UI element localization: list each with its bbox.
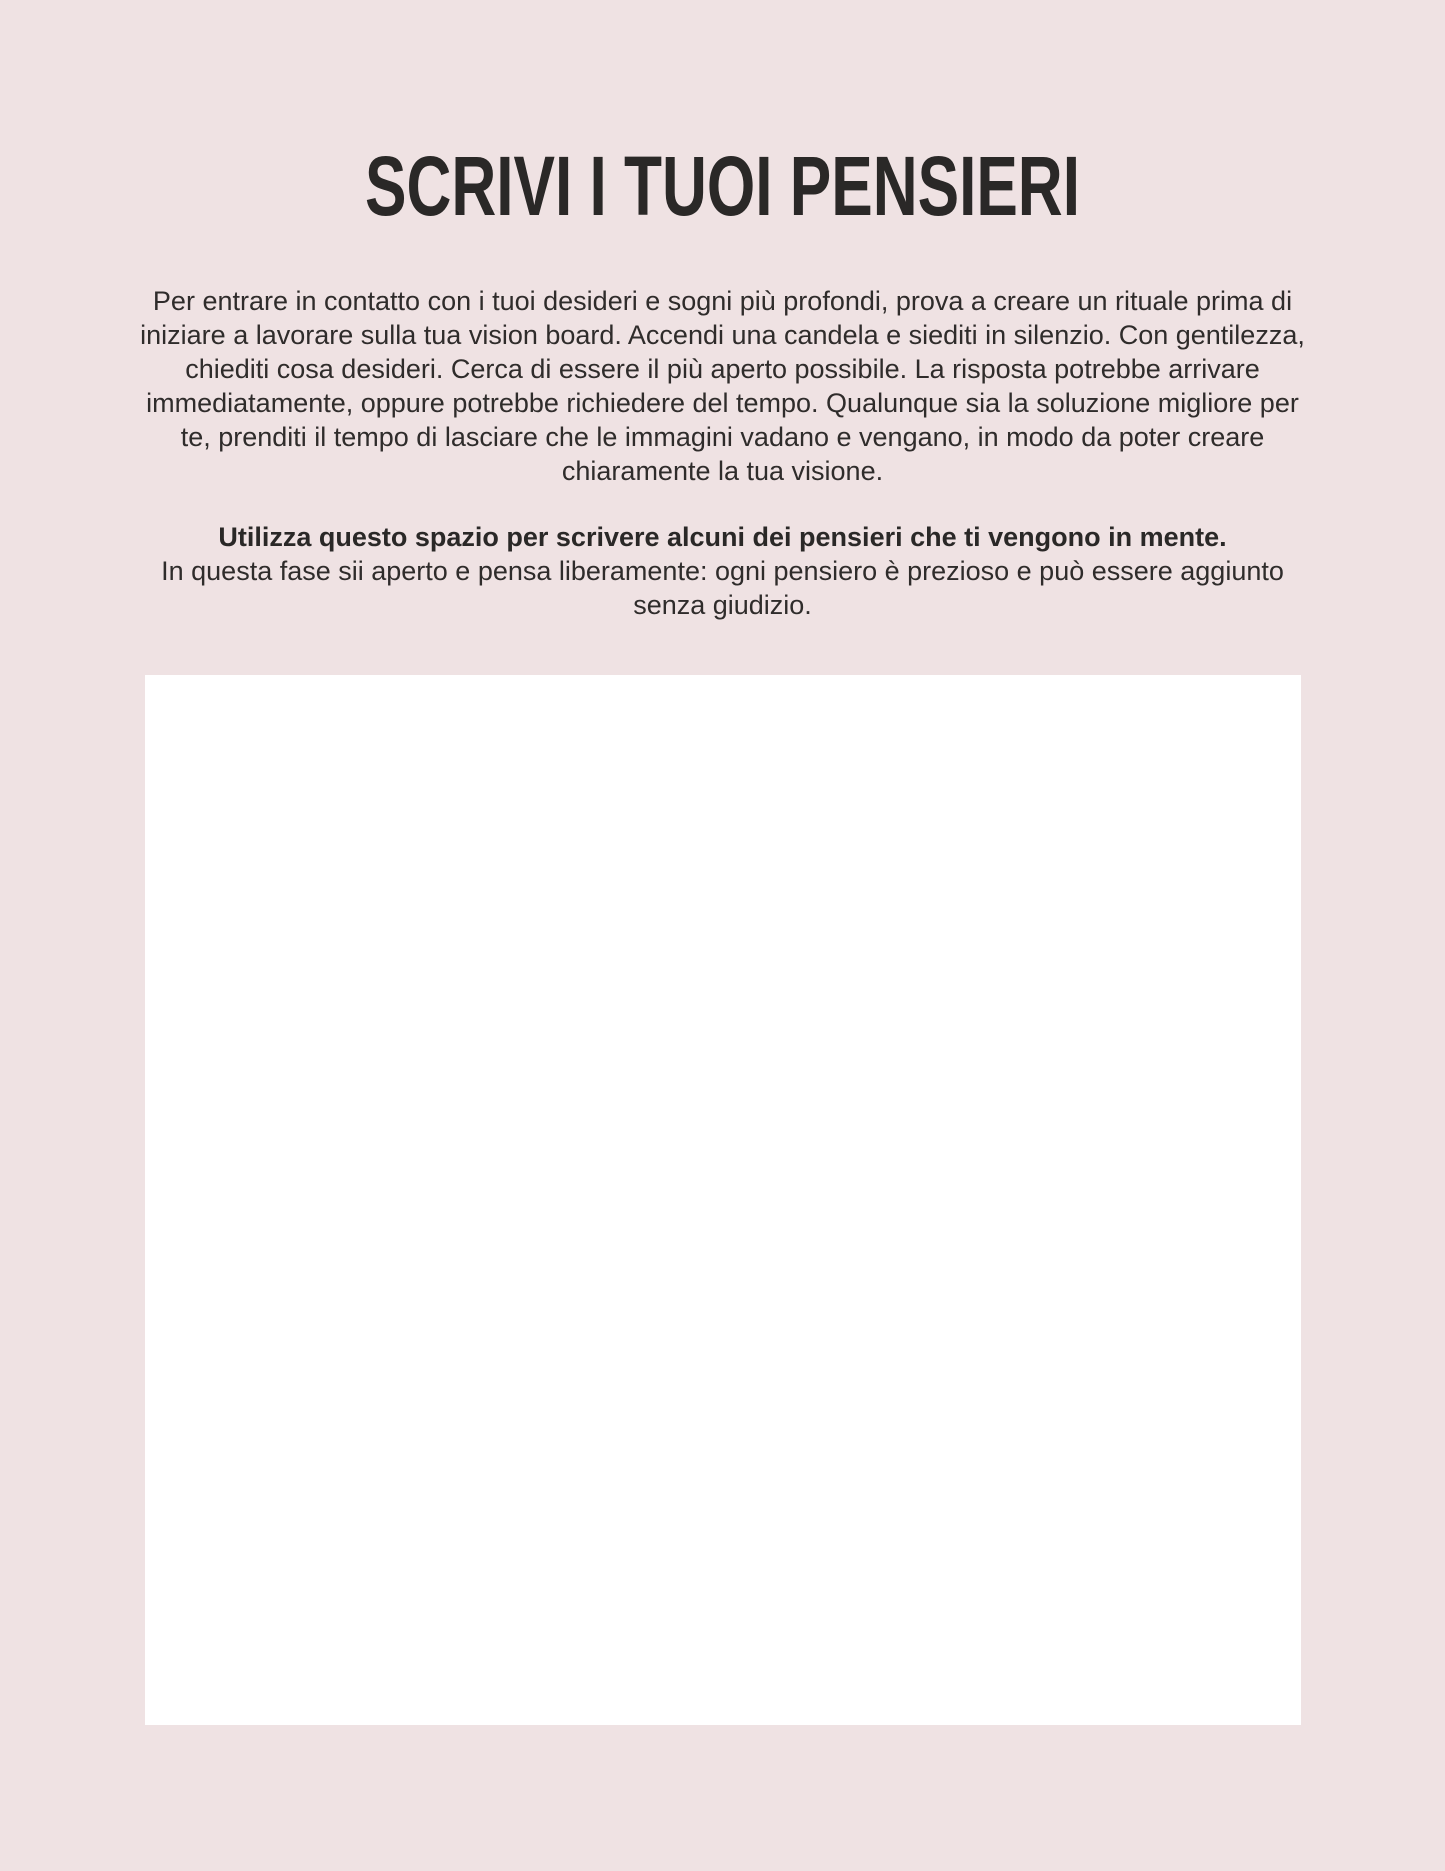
- instruction-bold-text: Utilizza questo spazio per scrivere alcuni dei pensieri che ti vengono in mente.: [218, 522, 1227, 552]
- instruction-text: In questa fase sii aperto e pensa liberamente: ogni pensiero è prezioso e può essere aggiunto senza giudizio.: [161, 556, 1284, 620]
- thoughts-writing-area[interactable]: [145, 675, 1301, 1725]
- page-title: SCRIVI I TUOI PENSIERI: [365, 139, 1080, 233]
- intro-paragraph: Per entrare in contatto con i tuoi desideri e sogni più profondi, prova a creare un rituale prima di iniziare a lavorare sulla tua vision board. Accendi una candela e siediti in silenzio. Con gentilezza, chiediti cosa desideri. Cerca di essere il più aperto possibile. La risposta potrebbe arrivare immediatamente, oppure potrebbe richiedere del tempo. Qualunque sia la soluzione migliore per te, prenditi il tempo di lasciare che le immagini vadano e vengano, in modo da poter creare chiaramente la tua visione.: [140, 286, 1305, 486]
- instruction-paragraph: [140, 520, 1305, 622]
